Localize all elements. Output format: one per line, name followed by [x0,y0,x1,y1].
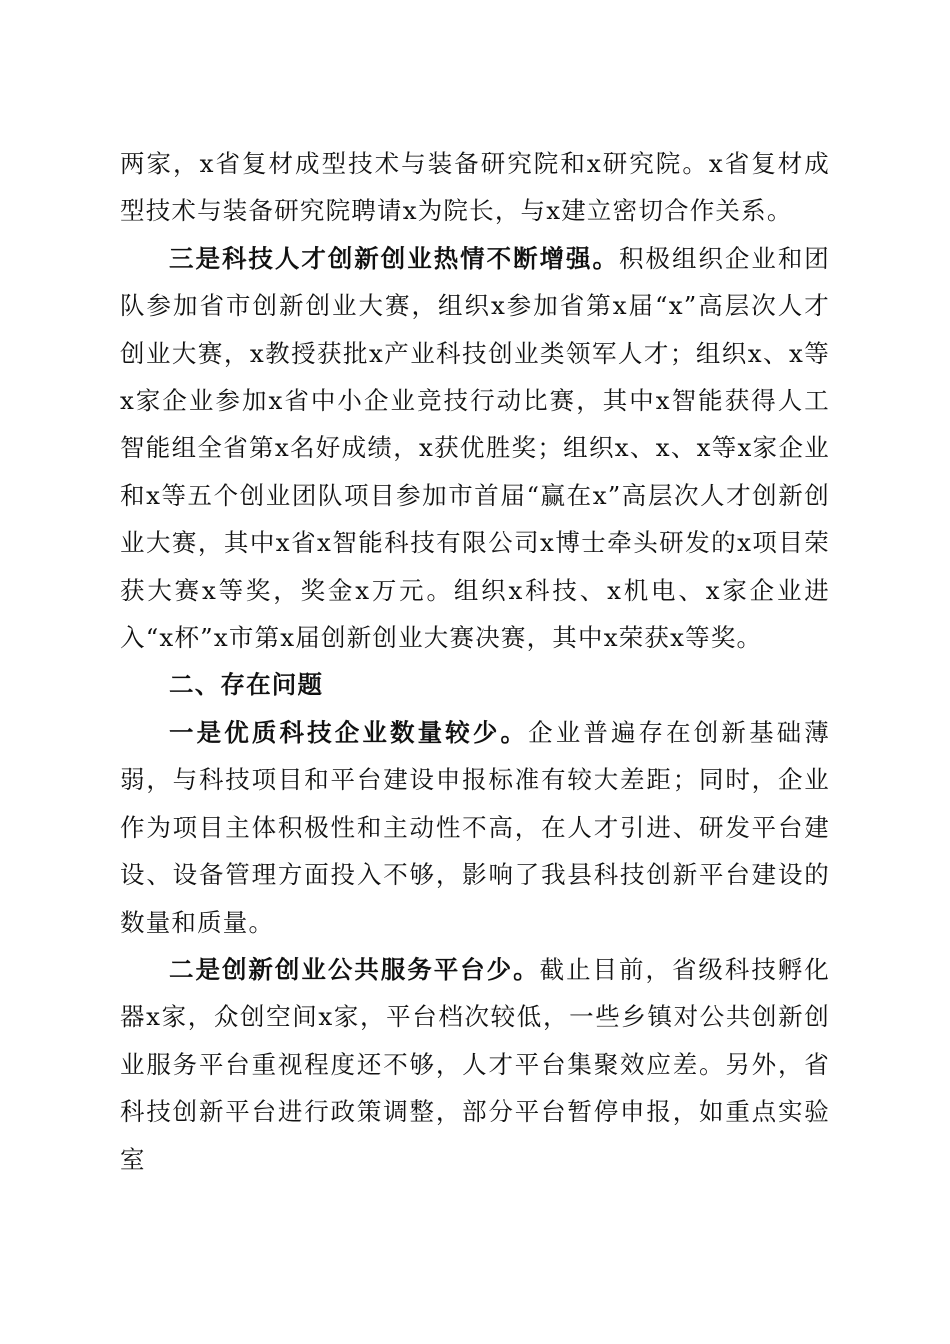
paragraph-lead: 三是科技人才创新创业热情不断增强。 [169,243,619,273]
paragraph-lead: 一是优质科技企业数量较少。 [169,717,529,747]
paragraph-problem-1 [120,709,830,946]
paragraph-continuation [120,140,830,235]
paragraph-text: 企业普遍存在创新基础薄弱，与科技项目和平台建设申报标准有较大差距；同时，企业作为项目主体积极性和主动性不高，在人才引进、研发平台建设、设备管理方面投入不够，影响了我县科技创新平台建设的数量和质量。 [120,717,830,937]
paragraph-talent-innovation [120,235,830,662]
paragraph-text: 积极组织企业和团队参加省市创新创业大赛，组织x参加省第x届“x”高层次人才创业大赛，x教授获批x产业科技创业类领军人才；组织x、x等x家企业参加x省中小企业竞技行动比赛，其中x智能获得人工智能组全省第x名好成绩，x获优胜奖；组织x、x、x等x家企业和x等五个创业团队项目参加市首届“赢在x”高层次人才创新创业大赛，其中x省x智能科技有限公司x博士牵头研发的x项目荣获大赛x等奖，奖金x万元。组织x科技、x机电、x家企业进入“x杯”x市第x届创新创业大赛决赛，其中x荣获x等奖。 [120,243,830,653]
paragraph-text: 两家，x省复材成型技术与装备研究院和x研究院。x省复材成型技术与装备研究院聘请x为院长，与x建立密切合作关系。 [120,149,830,226]
paragraph-text: 截止目前，省级科技孵化器x家，众创空间x家，平台档次较低，一些乡镇对公共创新创业服务平台重视程度还不够，人才平台集聚效应差。另外，省科技创新平台进行政策调整，部分平台暂停申报，如重点实验室 [120,954,830,1174]
document-body [120,140,830,1183]
section-heading [120,661,830,708]
section-heading-text: 二、存在问题 [169,670,324,700]
paragraph-problem-2 [120,946,830,1183]
paragraph-lead: 二是创新创业公共服务平台少。 [169,954,540,984]
